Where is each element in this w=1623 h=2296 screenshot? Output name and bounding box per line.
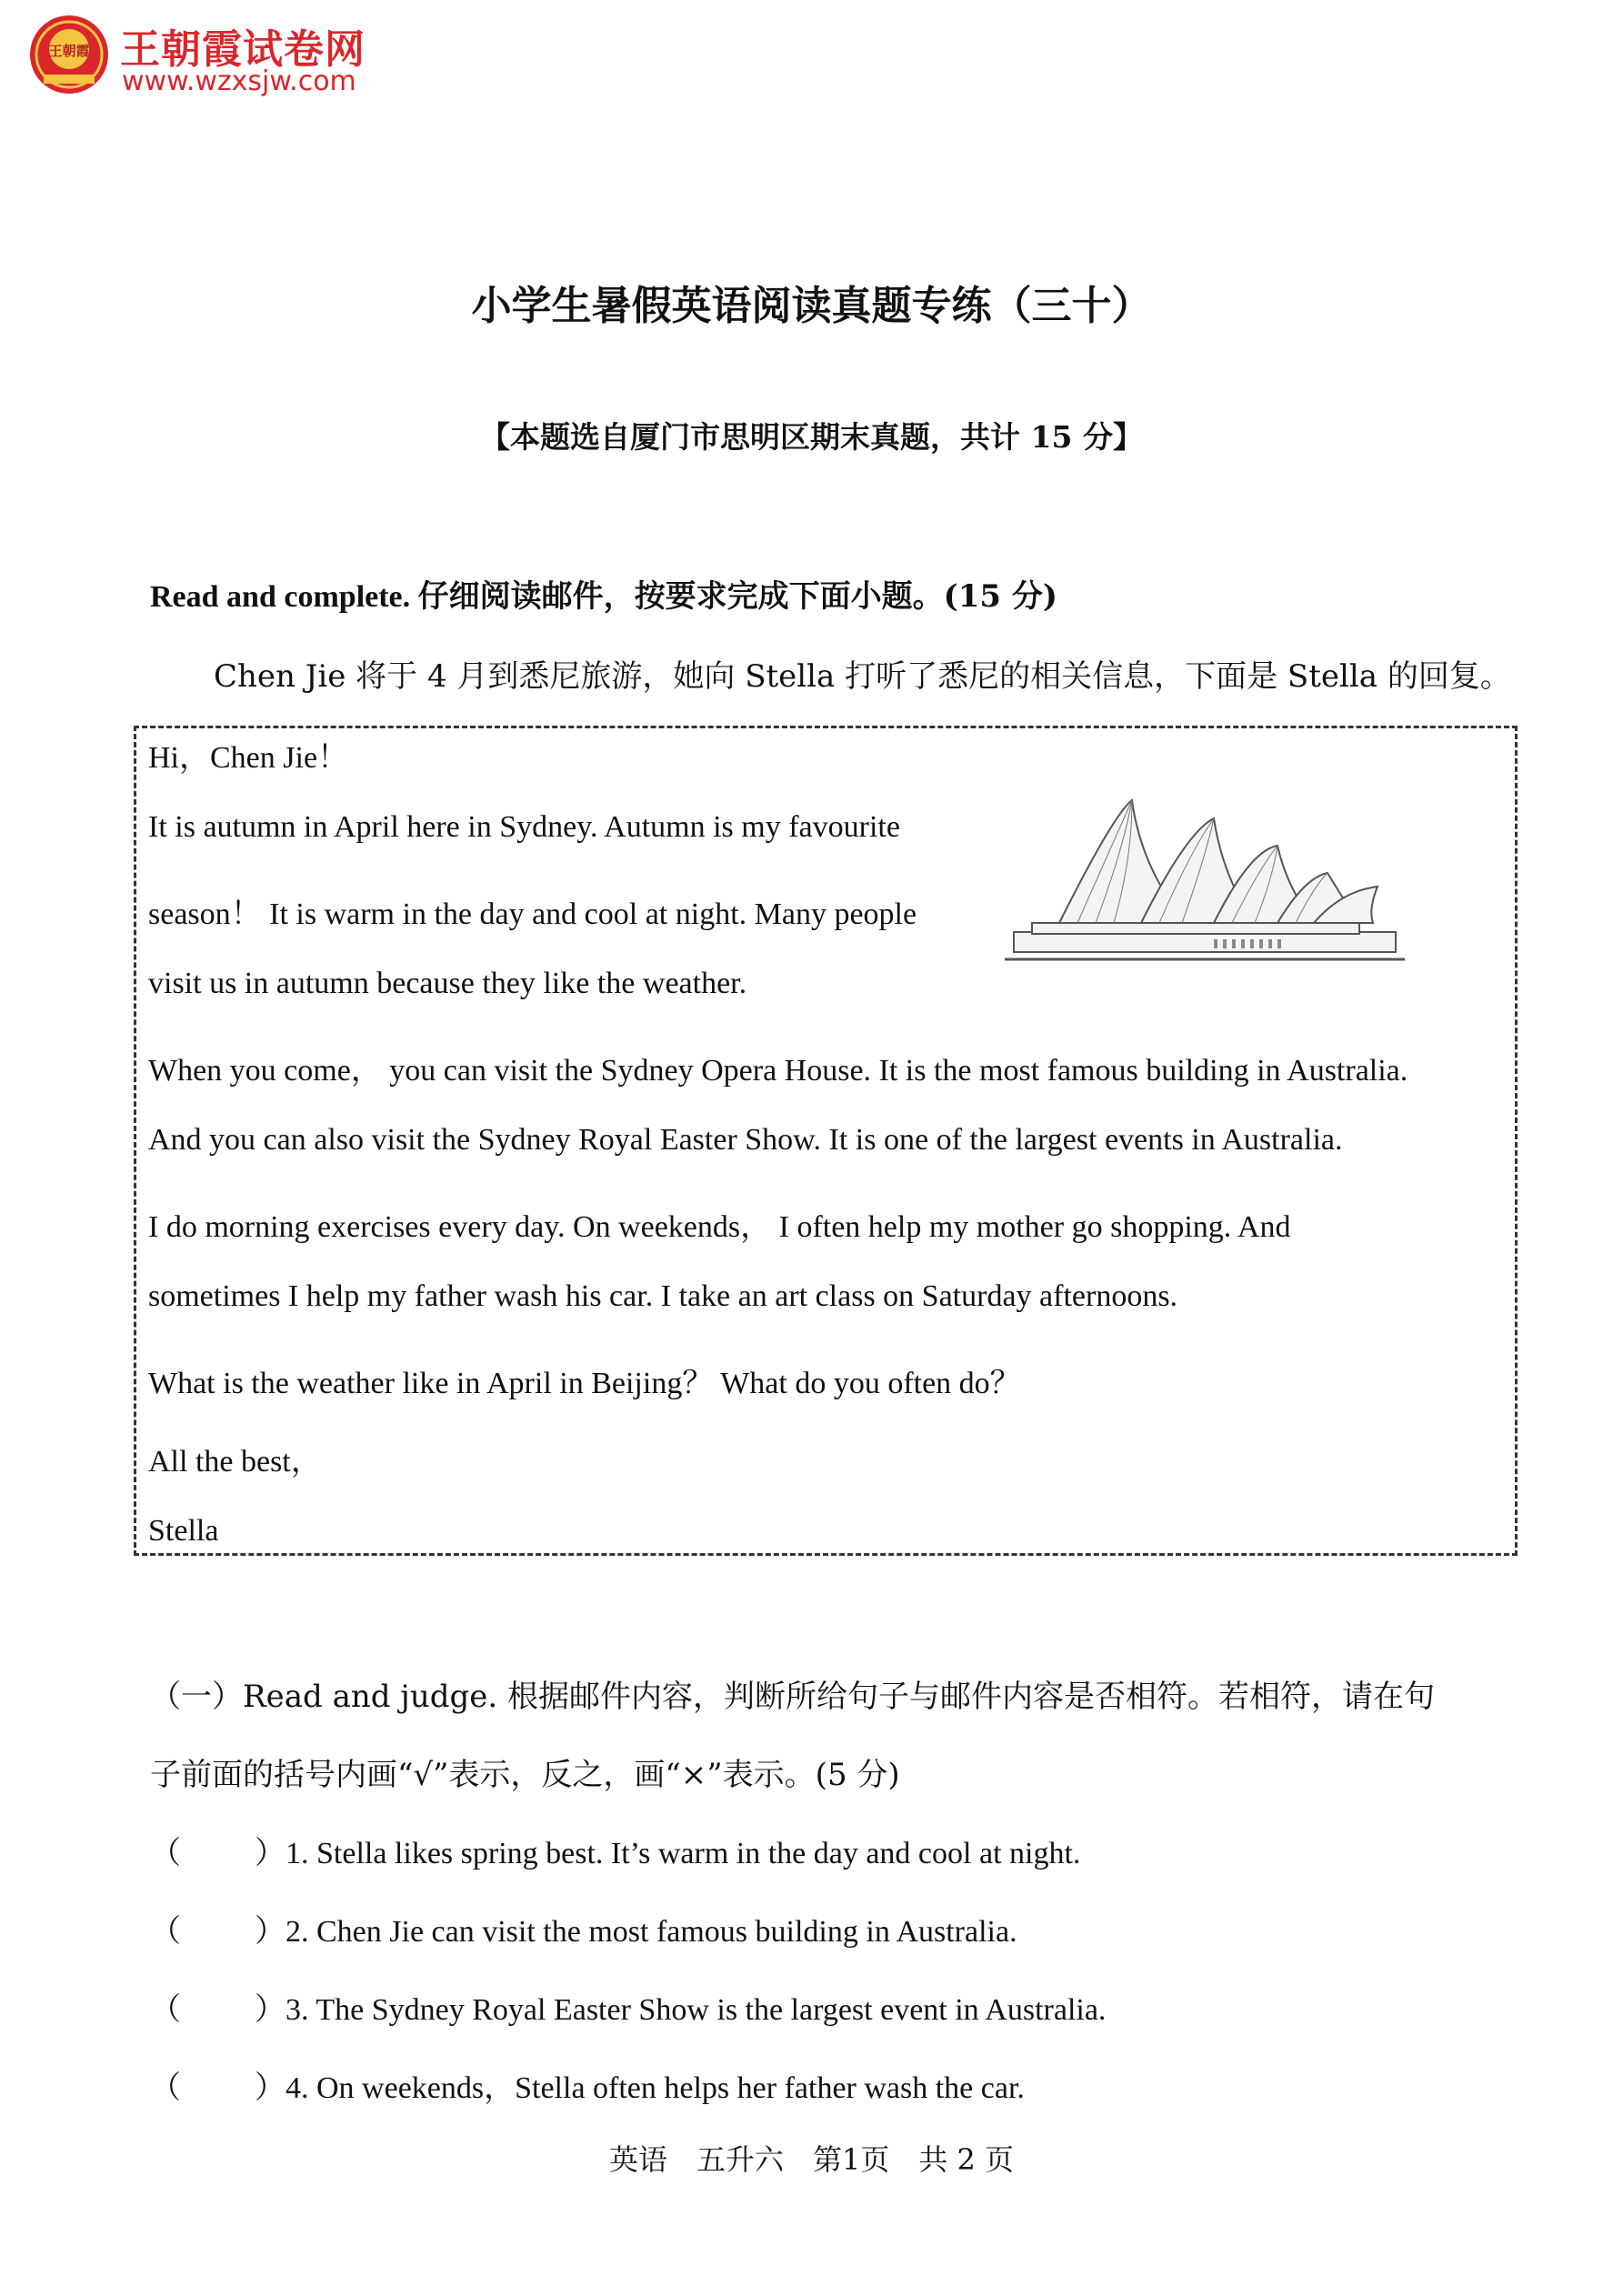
- question-item: [150, 1984, 1106, 2029]
- page-footer: 英语 五升六 第1页 共 2 页: [608, 2142, 1015, 2177]
- email-line: What is the weather like in April in Beijing？ What do you often do？: [148, 1367, 1021, 1400]
- question-text: ）2. Chen Jie can visit the most famous building in Australia.: [255, 1915, 1017, 1949]
- question-item: [150, 1828, 1080, 1872]
- page-title: 小学生暑假英语阅读真题专练（三十）: [471, 283, 1152, 329]
- instruction-cn: 仔细阅读邮件，按要求完成下面小题。(15 分): [417, 578, 1057, 615]
- email-line: And you can also visit the Sydney Royal Easter Show. It is one of the largest events in Australia.: [148, 1123, 1343, 1157]
- question-text: ）4. On weekends，Stella often helps her father wash the car.: [255, 2071, 1025, 2105]
- part1-heading-line1: （一）Read and judge. 根据邮件内容，判断所给句子与邮件内容是否相符。若相符，请在句: [150, 1679, 1436, 1715]
- answer-blank[interactable]: （: [150, 1915, 181, 1949]
- question-text: ）1. Stella likes spring best. It’s warm in the day and cool at night.: [255, 1837, 1081, 1870]
- email-closing: All the best，: [148, 1445, 322, 1479]
- intro-text: Chen Jie 将于 4 月到悉尼旅游，她向 Stella 打听了悉尼的相关信息，下面是 Stella 的回复。: [214, 658, 1511, 695]
- sydney-opera-house-illustration: [1005, 796, 1414, 978]
- answer-blank[interactable]: （: [150, 1993, 181, 2027]
- email-greeting: Hi，Chen Jie！: [148, 741, 349, 775]
- question-item: [150, 2062, 1025, 2107]
- logo-seal-icon: [27, 13, 111, 96]
- email-line: sometimes I help my father wash his car. I take an art class on Saturday afternoons.: [148, 1279, 1178, 1313]
- part1-heading-line2: 子前面的括号内画“√”表示，反之，画“×”表示。(5 分): [150, 1757, 900, 1793]
- email-line: I do morning exercises every day. On weekends， I often help my mother go shopping. And: [148, 1210, 1291, 1244]
- answer-blank[interactable]: （: [150, 1837, 181, 1870]
- email-line: When you come， you can visit the Sydney Opera House. It is the most famous building in Australia.: [148, 1054, 1408, 1088]
- question-text: ）3. The Sydney Royal Easter Show is the largest event in Australia.: [255, 1993, 1107, 2027]
- email-line: season！ It is warm in the day and cool at night. Many people: [148, 897, 917, 931]
- instruction: [150, 571, 1057, 616]
- brand-url[interactable]: www.wzxsjw.com: [122, 65, 356, 97]
- brand-name: 王朝霞试卷网: [120, 26, 366, 73]
- email-line: It is autumn in April here in Sydney. Autumn is my favourite: [148, 810, 900, 844]
- question-item: [150, 1906, 1017, 1950]
- source-note: 【本题选自厦门市思明区期末真题，共计 15 分】: [480, 419, 1143, 455]
- email-signature: Stella: [148, 1514, 219, 1548]
- instruction-en: Read and complete.: [150, 580, 411, 614]
- svg-text:王朝霞: 王朝霞: [48, 43, 90, 59]
- site-logo: [27, 9, 409, 100]
- email-line: visit us in autumn because they like the weather.: [148, 967, 747, 1000]
- answer-blank[interactable]: （: [150, 2071, 181, 2105]
